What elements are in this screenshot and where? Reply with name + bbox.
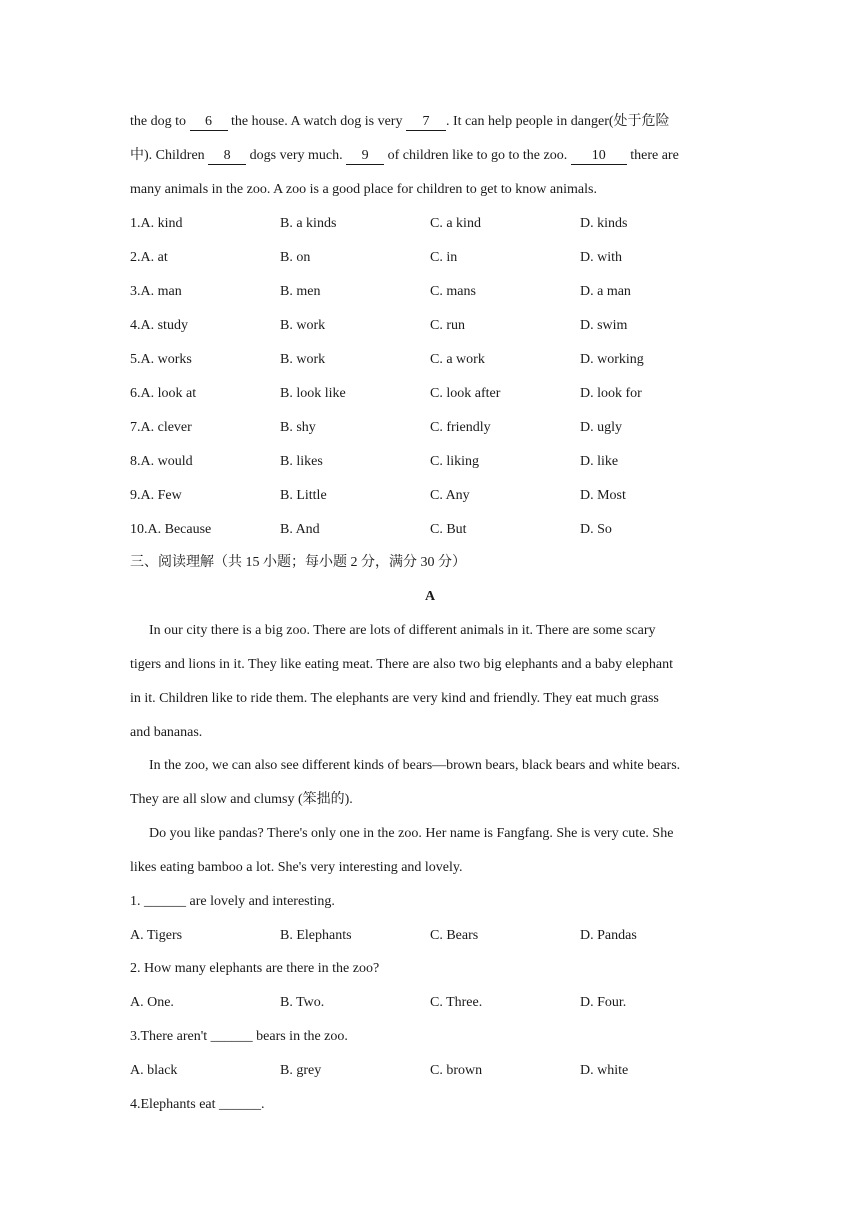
cloze-text: dogs very much. xyxy=(246,148,347,163)
option-c[interactable]: C. friendly xyxy=(430,420,491,435)
blank-7: 7 xyxy=(406,114,446,131)
passage-label: A xyxy=(424,589,436,604)
option-b[interactable]: B. look like xyxy=(280,386,346,401)
option-row-8 xyxy=(130,452,750,472)
option-d[interactable]: D. kinds xyxy=(580,216,628,231)
option-c[interactable]: C. a work xyxy=(430,352,485,367)
option-c[interactable]: C. But xyxy=(430,522,467,537)
option-d[interactable]: D. So xyxy=(580,522,612,537)
option-a[interactable]: A. Tigers xyxy=(130,928,183,943)
option-a[interactable]: 7.A. clever xyxy=(130,420,192,435)
question-stem-2: 2. How many elephants are there in the zoo? xyxy=(130,961,380,976)
blank-8: 8 xyxy=(208,148,246,165)
option-a[interactable]: A. One. xyxy=(130,995,174,1010)
option-row-4 xyxy=(130,316,750,336)
passage-line: and bananas. xyxy=(130,725,203,740)
option-b[interactable]: B. And xyxy=(280,522,320,537)
option-row-1 xyxy=(130,214,750,234)
option-d[interactable]: D. white xyxy=(580,1063,629,1078)
option-c[interactable]: C. Any xyxy=(430,488,470,503)
option-a[interactable]: 2.A. at xyxy=(130,250,168,265)
option-b[interactable]: B. on xyxy=(280,250,311,265)
option-a[interactable]: 1.A. kind xyxy=(130,216,183,231)
option-a[interactable]: 6.A. look at xyxy=(130,386,197,401)
option-d[interactable]: D. ugly xyxy=(580,420,622,435)
option-c[interactable]: C. brown xyxy=(430,1063,483,1078)
option-a[interactable]: 8.A. would xyxy=(130,454,193,469)
option-row-5 xyxy=(130,350,750,370)
cloze-text: . It can help people in danger(处于危险 xyxy=(445,114,670,129)
option-a[interactable]: 10.A. Because xyxy=(130,522,212,537)
question-stem-4: 4.Elephants eat ______. xyxy=(130,1097,265,1112)
option-d[interactable]: D. swim xyxy=(580,318,628,333)
cloze-text: of children like to go to the zoo. xyxy=(384,148,571,163)
cloze-line-3: many animals in the zoo. A zoo is a good place for children to get to know animals. xyxy=(130,182,597,197)
passage-line: in it. Children like to ride them. The elephants are very kind and friendly. They eat much grass xyxy=(130,691,659,706)
option-c[interactable]: C. look after xyxy=(430,386,501,401)
cloze-text: the house. A watch dog is very xyxy=(227,114,406,129)
question-stem-3: 3.There aren't ______ bears in the zoo. xyxy=(130,1029,348,1044)
option-b[interactable]: B. Little xyxy=(280,488,327,503)
option-b[interactable]: B. work xyxy=(280,352,326,367)
option-d[interactable]: D. Most xyxy=(580,488,626,503)
passage-line: likes eating bamboo a lot. She's very interesting and lovely. xyxy=(130,860,463,875)
option-d[interactable]: D. Pandas xyxy=(580,928,637,943)
option-d[interactable]: D. look for xyxy=(580,386,642,401)
option-a[interactable]: 5.A. works xyxy=(130,352,192,367)
cloze-line-2 xyxy=(130,146,679,166)
cloze-line-1 xyxy=(130,112,670,132)
question-stem-1: 1. ______ are lovely and interesting. xyxy=(130,894,335,909)
option-a[interactable]: 3.A. man xyxy=(130,284,182,299)
passage-line: Do you like pandas? There's only one in the zoo. Her name is Fangfang. She is very cute. She xyxy=(149,826,674,841)
option-b[interactable]: B. Elephants xyxy=(280,928,352,943)
option-c[interactable]: C. Three. xyxy=(430,995,483,1010)
option-row-2 xyxy=(130,248,750,268)
option-b[interactable]: B. work xyxy=(280,318,326,333)
cloze-text: the dog to xyxy=(130,114,190,129)
passage-line: In our city there is a big zoo. There are lots of different animals in it. There are some scary xyxy=(149,623,656,638)
question-options-2 xyxy=(130,993,750,1013)
option-b[interactable]: B. men xyxy=(280,284,321,299)
option-a[interactable]: A. black xyxy=(130,1063,178,1078)
cloze-text: there are xyxy=(626,148,679,163)
option-c[interactable]: C. run xyxy=(430,318,465,333)
option-row-3 xyxy=(130,282,750,302)
option-c[interactable]: C. Bears xyxy=(430,928,479,943)
blank-6: 6 xyxy=(190,114,228,131)
option-row-9 xyxy=(130,486,750,506)
option-c[interactable]: C. mans xyxy=(430,284,476,299)
option-b[interactable]: B. grey xyxy=(280,1063,322,1078)
option-b[interactable]: B. likes xyxy=(280,454,323,469)
question-options-1 xyxy=(130,926,750,946)
option-b[interactable]: B. a kinds xyxy=(280,216,337,231)
blank-10: 10 xyxy=(571,148,627,165)
option-a[interactable]: 4.A. study xyxy=(130,318,188,333)
passage-line: tigers and lions in it. They like eating meat. There are also two big elephants and a baby elephant xyxy=(130,657,673,672)
option-a[interactable]: 9.A. Few xyxy=(130,488,182,503)
cloze-text: 中). Children xyxy=(130,148,209,163)
option-d[interactable]: D. like xyxy=(580,454,619,469)
option-d[interactable]: D. a man xyxy=(580,284,631,299)
option-b[interactable]: B. Two. xyxy=(280,995,325,1010)
option-d[interactable]: D. with xyxy=(580,250,622,265)
blank-9: 9 xyxy=(346,148,384,165)
option-b[interactable]: B. shy xyxy=(280,420,316,435)
option-c[interactable]: C. a kind xyxy=(430,216,481,231)
option-d[interactable]: D. Four. xyxy=(580,995,627,1010)
option-c[interactable]: C. liking xyxy=(430,454,480,469)
option-c[interactable]: C. in xyxy=(430,250,458,265)
option-row-7 xyxy=(130,418,750,438)
option-row-10 xyxy=(130,520,750,540)
passage-line: In the zoo, we can also see different kinds of bears—brown bears, black bears and white bears. xyxy=(149,758,681,773)
option-d[interactable]: D. working xyxy=(580,352,644,367)
section-heading: 三、阅读理解（共 15 小题；每小题 2 分，满分 30 分） xyxy=(130,555,466,570)
passage-line: They are all slow and clumsy (笨拙的). xyxy=(130,792,353,807)
option-row-6 xyxy=(130,384,750,404)
question-options-3 xyxy=(130,1061,750,1081)
